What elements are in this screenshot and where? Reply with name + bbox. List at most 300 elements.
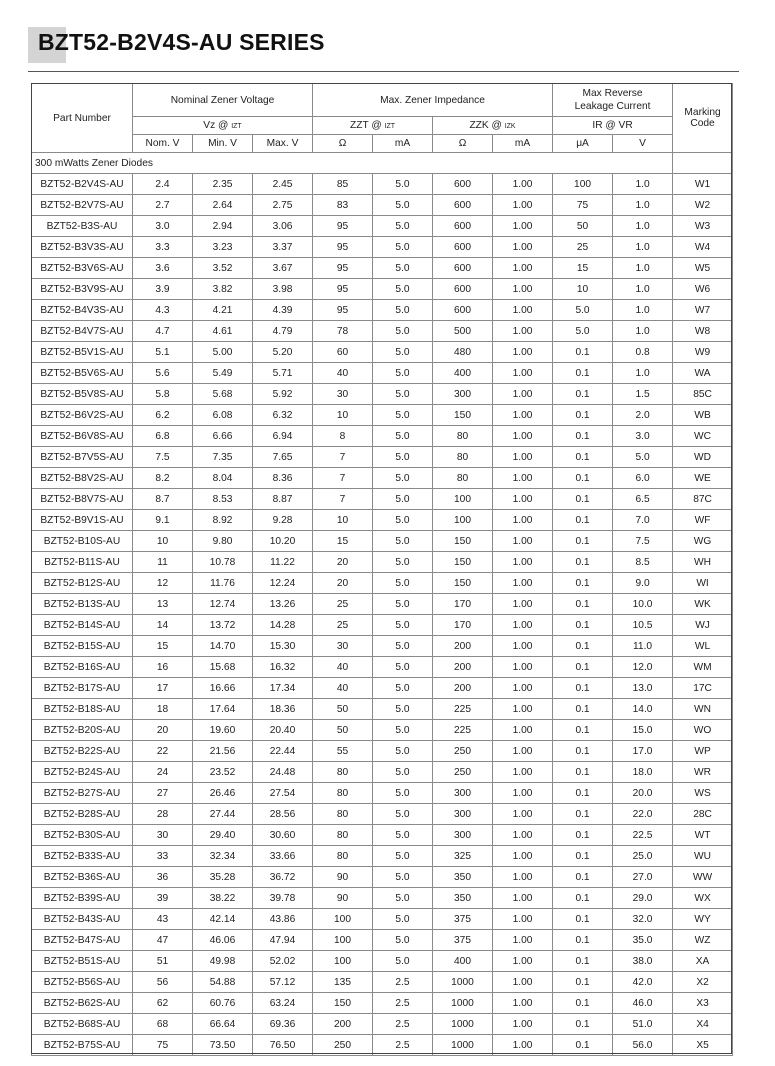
cell-min-v: 11.76 [193,573,253,594]
cell-izk-ma: 1.00 [493,657,553,678]
header-marking-line1: Marking [684,107,721,118]
cell-izk-ma: 1.00 [493,846,553,867]
cell-izt-ma: 5.0 [373,846,433,867]
cell-vr-v: 1.0 [613,174,673,195]
cell-marking-code: W3 [673,216,733,237]
cell-part-number: BZT52-B24S-AU [32,762,133,783]
cell-nom-v: 6.2 [133,405,193,426]
cell-ir-ua: 0.1 [553,636,613,657]
cell-marking-code: WS [673,783,733,804]
cell-ir-ua: 100 [553,174,613,195]
cell-ir-ua: 25 [553,237,613,258]
cell-part-number: BZT52-B3V3S-AU [32,237,133,258]
cell-izt-ma: 5.0 [373,489,433,510]
cell-marking-code: WN [673,699,733,720]
cell-part-number: BZT52-B13S-AU [32,594,133,615]
unit-header: mA [373,135,433,153]
cell-izk-ma: 1.00 [493,447,553,468]
cell-nom-v: 24 [133,762,193,783]
cell-izk-ma: 1.00 [493,195,553,216]
cell-zzk-ohm: 300 [433,384,493,405]
cell-nom-v: 10 [133,531,193,552]
cell-izk-ma: 1.00 [493,321,553,342]
cell-part-number: BZT52-B14S-AU [32,615,133,636]
cell-izt-ma: 5.0 [373,195,433,216]
section-label: 300 mWatts Zener Diodes [32,153,673,174]
cell-nom-v: 5.8 [133,384,193,405]
cell-min-v: 2.64 [193,195,253,216]
cell-vr-v: 25.0 [613,846,673,867]
cell-max-v: 43.86 [253,909,313,930]
cell-vr-v: 22.5 [613,825,673,846]
cell-nom-v: 6.8 [133,426,193,447]
cell-max-v: 8.87 [253,489,313,510]
header-zzk: ZZK @ IZK [433,117,553,135]
cell-izk-ma: 1.00 [493,468,553,489]
cell-part-number: BZT52-B30S-AU [32,825,133,846]
cell-vr-v: 0.8 [613,342,673,363]
unit-header: Ω [313,135,373,153]
cell-izt-ma: 5.0 [373,405,433,426]
cell-izt-ma: 5.0 [373,468,433,489]
cell-izt-ma: 2.5 [373,993,433,1014]
cell-izk-ma: 1.00 [493,699,553,720]
cell-nom-v: 5.6 [133,363,193,384]
cell-min-v: 35.28 [193,867,253,888]
cell-part-number: BZT52-B28S-AU [32,804,133,825]
cell-zzt-ohm: 8 [313,426,373,447]
cell-izt-ma: 5.0 [373,321,433,342]
cell-izk-ma: 1.00 [493,342,553,363]
cell-part-number: BZT52-B75S-AU [32,1035,133,1056]
cell-nom-v: 27 [133,783,193,804]
cell-zzt-ohm: 90 [313,867,373,888]
header-max-zener-impedance: Max. Zener Impedance [313,84,553,117]
cell-zzt-ohm: 150 [313,993,373,1014]
cell-ir-ua: 0.1 [553,993,613,1014]
cell-part-number: BZT52-B2V7S-AU [32,195,133,216]
cell-marking-code: 28C [673,804,733,825]
cell-izk-ma: 1.00 [493,825,553,846]
title-underline [28,71,739,72]
cell-zzk-ohm: 200 [433,636,493,657]
cell-izt-ma: 5.0 [373,237,433,258]
cell-zzk-ohm: 150 [433,405,493,426]
cell-part-number: BZT52-B6V2S-AU [32,405,133,426]
cell-izt-ma: 5.0 [373,762,433,783]
cell-nom-v: 8.2 [133,468,193,489]
cell-zzk-ohm: 350 [433,888,493,909]
cell-zzt-ohm: 50 [313,720,373,741]
cell-ir-ua: 75 [553,195,613,216]
cell-zzk-ohm: 1000 [433,972,493,993]
cell-zzk-ohm: 100 [433,489,493,510]
cell-max-v: 24.48 [253,762,313,783]
cell-izk-ma: 1.00 [493,1035,553,1056]
cell-nom-v: 62 [133,993,193,1014]
cell-max-v: 11.22 [253,552,313,573]
cell-zzk-ohm: 600 [433,300,493,321]
cell-ir-ua: 0.1 [553,720,613,741]
cell-marking-code: WK [673,594,733,615]
cell-marking-code: X3 [673,993,733,1014]
cell-nom-v: 2.4 [133,174,193,195]
cell-marking-code: 85C [673,384,733,405]
cell-nom-v: 3.3 [133,237,193,258]
cell-part-number: BZT52-B2V4S-AU [32,174,133,195]
cell-zzt-ohm: 95 [313,216,373,237]
cell-zzk-ohm: 80 [433,468,493,489]
cell-nom-v: 7.5 [133,447,193,468]
cell-zzt-ohm: 80 [313,846,373,867]
cell-vr-v: 8.5 [613,552,673,573]
cell-ir-ua: 0.1 [553,888,613,909]
cell-zzk-ohm: 600 [433,195,493,216]
cell-vr-v: 1.0 [613,300,673,321]
cell-izk-ma: 1.00 [493,909,553,930]
cell-zzt-ohm: 50 [313,699,373,720]
cell-ir-ua: 0.1 [553,615,613,636]
cell-vr-v: 38.0 [613,951,673,972]
cell-vr-v: 1.0 [613,363,673,384]
cell-max-v: 12.24 [253,573,313,594]
cell-max-v: 6.32 [253,405,313,426]
cell-izt-ma: 5.0 [373,552,433,573]
cell-vr-v: 51.0 [613,1014,673,1035]
cell-zzt-ohm: 80 [313,762,373,783]
cell-part-number: BZT52-B22S-AU [32,741,133,762]
cell-max-v: 14.28 [253,615,313,636]
cell-vr-v: 32.0 [613,909,673,930]
cell-izk-ma: 1.00 [493,783,553,804]
cell-zzt-ohm: 40 [313,657,373,678]
cell-part-number: BZT52-B5V6S-AU [32,363,133,384]
cell-part-number: BZT52-B33S-AU [32,846,133,867]
cell-ir-ua: 0.1 [553,405,613,426]
cell-izt-ma: 5.0 [373,174,433,195]
cell-part-number: BZT52-B12S-AU [32,573,133,594]
cell-zzt-ohm: 90 [313,888,373,909]
cell-ir-ua: 0.1 [553,1014,613,1035]
cell-min-v: 27.44 [193,804,253,825]
cell-zzt-ohm: 25 [313,615,373,636]
cell-max-v: 5.71 [253,363,313,384]
cell-min-v: 42.14 [193,909,253,930]
unit-header: μA [553,135,613,153]
cell-min-v: 17.64 [193,699,253,720]
cell-zzt-ohm: 200 [313,1014,373,1035]
cell-marking-code: 17C [673,678,733,699]
cell-min-v: 4.21 [193,300,253,321]
cell-zzt-ohm: 7 [313,489,373,510]
cell-ir-ua: 0.1 [553,363,613,384]
cell-part-number: BZT52-B39S-AU [32,888,133,909]
cell-part-number: BZT52-B15S-AU [32,636,133,657]
cell-part-number: BZT52-B18S-AU [32,699,133,720]
cell-marking-code: WR [673,762,733,783]
cell-izk-ma: 1.00 [493,720,553,741]
cell-max-v: 76.50 [253,1035,313,1056]
cell-nom-v: 51 [133,951,193,972]
cell-izk-ma: 1.00 [493,552,553,573]
cell-nom-v: 20 [133,720,193,741]
cell-izk-ma: 1.00 [493,237,553,258]
cell-nom-v: 39 [133,888,193,909]
cell-zzk-ohm: 225 [433,699,493,720]
cell-zzt-ohm: 78 [313,321,373,342]
cell-zzk-ohm: 250 [433,741,493,762]
cell-ir-ua: 0.1 [553,573,613,594]
cell-zzk-ohm: 200 [433,657,493,678]
table-frame [31,83,732,1054]
cell-zzt-ohm: 80 [313,783,373,804]
cell-vr-v: 1.5 [613,384,673,405]
cell-izt-ma: 5.0 [373,363,433,384]
cell-zzk-ohm: 375 [433,930,493,951]
cell-zzk-ohm: 400 [433,363,493,384]
cell-marking-code: XA [673,951,733,972]
cell-nom-v: 3.9 [133,279,193,300]
cell-izt-ma: 5.0 [373,867,433,888]
cell-marking-code: WA [673,363,733,384]
cell-zzk-ohm: 325 [433,846,493,867]
cell-ir-ua: 0.1 [553,552,613,573]
cell-zzk-ohm: 600 [433,258,493,279]
cell-zzk-ohm: 80 [433,426,493,447]
cell-izk-ma: 1.00 [493,615,553,636]
cell-vr-v: 13.0 [613,678,673,699]
cell-izt-ma: 5.0 [373,657,433,678]
cell-min-v: 5.68 [193,384,253,405]
cell-max-v: 28.56 [253,804,313,825]
cell-nom-v: 3.0 [133,216,193,237]
cell-max-v: 16.32 [253,657,313,678]
cell-izt-ma: 2.5 [373,972,433,993]
cell-ir-ua: 0.1 [553,825,613,846]
cell-min-v: 54.88 [193,972,253,993]
cell-nom-v: 13 [133,594,193,615]
cell-max-v: 4.39 [253,300,313,321]
cell-max-v: 27.54 [253,783,313,804]
cell-zzt-ohm: 20 [313,552,373,573]
cell-part-number: BZT52-B4V3S-AU [32,300,133,321]
cell-max-v: 10.20 [253,531,313,552]
cell-marking-code: WF [673,510,733,531]
cell-izt-ma: 5.0 [373,384,433,405]
cell-nom-v: 43 [133,909,193,930]
cell-marking-code: W2 [673,195,733,216]
cell-izk-ma: 1.00 [493,804,553,825]
cell-ir-ua: 0.1 [553,678,613,699]
cell-izt-ma: 5.0 [373,426,433,447]
cell-min-v: 21.56 [193,741,253,762]
cell-part-number: BZT52-B9V1S-AU [32,510,133,531]
cell-vr-v: 5.0 [613,447,673,468]
cell-min-v: 13.72 [193,615,253,636]
cell-min-v: 23.52 [193,762,253,783]
cell-min-v: 10.78 [193,552,253,573]
cell-marking-code: X2 [673,972,733,993]
cell-ir-ua: 0.1 [553,951,613,972]
cell-marking-code: 87C [673,489,733,510]
header-max-reverse-line1: Max Reverse [582,88,643,99]
cell-izt-ma: 5.0 [373,951,433,972]
cell-ir-ua: 0.1 [553,699,613,720]
cell-izt-ma: 5.0 [373,615,433,636]
cell-ir-ua: 50 [553,216,613,237]
cell-nom-v: 3.6 [133,258,193,279]
cell-max-v: 69.36 [253,1014,313,1035]
cell-vr-v: 29.0 [613,888,673,909]
cell-marking-code: W8 [673,321,733,342]
cell-marking-code: WM [673,657,733,678]
cell-part-number: BZT52-B8V2S-AU [32,468,133,489]
cell-marking-code: W4 [673,237,733,258]
cell-part-number: BZT52-B43S-AU [32,909,133,930]
cell-max-v: 6.94 [253,426,313,447]
cell-zzk-ohm: 350 [433,867,493,888]
cell-zzk-ohm: 200 [433,678,493,699]
cell-izk-ma: 1.00 [493,300,553,321]
cell-zzt-ohm: 95 [313,300,373,321]
cell-min-v: 5.00 [193,342,253,363]
cell-marking-code: WC [673,426,733,447]
cell-ir-ua: 0.1 [553,909,613,930]
cell-vr-v: 18.0 [613,762,673,783]
cell-part-number: BZT52-B4V7S-AU [32,321,133,342]
cell-nom-v: 75 [133,1035,193,1056]
cell-ir-ua: 0.1 [553,930,613,951]
cell-izt-ma: 2.5 [373,1035,433,1056]
cell-zzt-ohm: 30 [313,384,373,405]
cell-vr-v: 15.0 [613,720,673,741]
cell-max-v: 2.75 [253,195,313,216]
cell-max-v: 22.44 [253,741,313,762]
cell-nom-v: 11 [133,552,193,573]
cell-zzt-ohm: 20 [313,573,373,594]
cell-marking-code: WH [673,552,733,573]
cell-part-number: BZT52-B17S-AU [32,678,133,699]
cell-part-number: BZT52-B36S-AU [32,867,133,888]
cell-zzt-ohm: 10 [313,405,373,426]
cell-izk-ma: 1.00 [493,216,553,237]
cell-part-number: BZT52-B56S-AU [32,972,133,993]
cell-max-v: 9.28 [253,510,313,531]
cell-max-v: 63.24 [253,993,313,1014]
cell-part-number: BZT52-B20S-AU [32,720,133,741]
cell-part-number: BZT52-B68S-AU [32,1014,133,1035]
cell-min-v: 66.64 [193,1014,253,1035]
cell-izt-ma: 5.0 [373,510,433,531]
cell-min-v: 29.40 [193,825,253,846]
cell-zzt-ohm: 95 [313,237,373,258]
cell-ir-ua: 0.1 [553,510,613,531]
cell-nom-v: 8.7 [133,489,193,510]
header-part-number: Part Number [32,84,133,153]
cell-izk-ma: 1.00 [493,594,553,615]
cell-zzk-ohm: 600 [433,216,493,237]
cell-max-v: 57.12 [253,972,313,993]
cell-marking-code: W5 [673,258,733,279]
cell-izk-ma: 1.00 [493,531,553,552]
cell-zzt-ohm: 40 [313,678,373,699]
cell-zzt-ohm: 7 [313,468,373,489]
cell-izk-ma: 1.00 [493,405,553,426]
cell-marking-code: WI [673,573,733,594]
cell-nom-v: 17 [133,678,193,699]
cell-izk-ma: 1.00 [493,867,553,888]
cell-min-v: 3.52 [193,258,253,279]
cell-marking-code: WJ [673,615,733,636]
cell-nom-v: 9.1 [133,510,193,531]
cell-nom-v: 56 [133,972,193,993]
cell-zzt-ohm: 100 [313,951,373,972]
cell-marking-code: WE [673,468,733,489]
cell-zzk-ohm: 480 [433,342,493,363]
cell-min-v: 14.70 [193,636,253,657]
cell-marking-code: WZ [673,930,733,951]
cell-min-v: 9.80 [193,531,253,552]
cell-part-number: BZT52-B3V9S-AU [32,279,133,300]
cell-ir-ua: 0.1 [553,594,613,615]
cell-nom-v: 14 [133,615,193,636]
cell-izk-ma: 1.00 [493,951,553,972]
cell-ir-ua: 0.1 [553,342,613,363]
cell-izk-ma: 1.00 [493,1014,553,1035]
cell-min-v: 4.61 [193,321,253,342]
cell-min-v: 60.76 [193,993,253,1014]
cell-max-v: 3.37 [253,237,313,258]
cell-ir-ua: 15 [553,258,613,279]
cell-izt-ma: 5.0 [373,804,433,825]
cell-vr-v: 42.0 [613,972,673,993]
cell-max-v: 18.36 [253,699,313,720]
cell-min-v: 38.22 [193,888,253,909]
cell-izk-ma: 1.00 [493,279,553,300]
cell-izk-ma: 1.00 [493,993,553,1014]
cell-izt-ma: 5.0 [373,930,433,951]
cell-izt-ma: 5.0 [373,258,433,279]
cell-max-v: 7.65 [253,447,313,468]
cell-zzk-ohm: 80 [433,447,493,468]
cell-zzt-ohm: 25 [313,594,373,615]
cell-nom-v: 15 [133,636,193,657]
cell-izt-ma: 2.5 [373,1014,433,1035]
cell-zzk-ohm: 300 [433,804,493,825]
cell-vr-v: 20.0 [613,783,673,804]
cell-max-v: 20.40 [253,720,313,741]
cell-max-v: 3.98 [253,279,313,300]
cell-min-v: 6.66 [193,426,253,447]
cell-izt-ma: 5.0 [373,783,433,804]
cell-min-v: 49.98 [193,951,253,972]
unit-header: Max. V [253,135,313,153]
cell-min-v: 19.60 [193,720,253,741]
cell-marking-code: WP [673,741,733,762]
header-max-reverse-line2: Leakage Current [574,101,651,112]
cell-zzt-ohm: 15 [313,531,373,552]
cell-izt-ma: 5.0 [373,699,433,720]
unit-header: V [613,135,673,153]
cell-nom-v: 28 [133,804,193,825]
cell-izt-ma: 5.0 [373,909,433,930]
cell-zzk-ohm: 250 [433,762,493,783]
cell-zzk-ohm: 150 [433,573,493,594]
cell-zzk-ohm: 600 [433,237,493,258]
unit-header: mA [493,135,553,153]
cell-zzk-ohm: 170 [433,594,493,615]
cell-zzt-ohm: 55 [313,741,373,762]
